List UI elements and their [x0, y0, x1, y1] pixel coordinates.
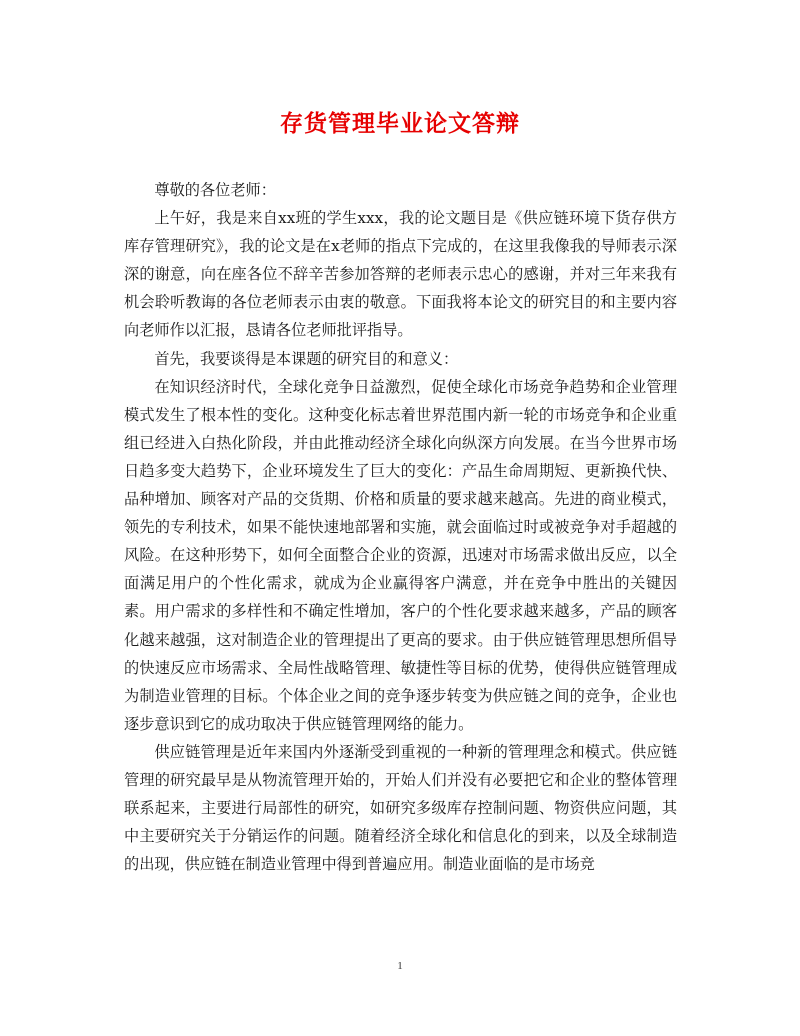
research-purpose-heading-paragraph: 首先，我要谈得是本课题的研究目的和意义： — [154, 349, 459, 368]
document-body — [124, 176, 677, 878]
supply-chain-management-paragraph: 供应链管理是近年来国内外逐渐受到重视的一种新的管理理念和模式。供应链管理的研究最早是从物流管理开始的，开始人们并没有必要把它和企业的整体管理联系起来，主要进行局部性的研究，如研究多级库存控制问题、物资供应问题，其中主要研究关于分销运作的问题。随着经济全球化和信息化的到来，以及全球制造的出现，供应链在制造业管理中得到普遍应用。制造业面临的是市场竞 — [124, 742, 677, 874]
knowledge-economy-paragraph: 在知识经济时代，全球化竞争日益激烈，促使全球化市场竞争趋势和企业管理模式发生了根本性的变化。这种变化标志着世界范围内新一轮的市场竞争和企业重组已经进入白热化阶段，并由此推动经济全球化向纵深方向发展。在当今世界市场日趋多变大趋势下，企业环境发生了巨大的变化：产品生命周期短、更新换代快、品种增加、顾客对产品的交货期、价格和质量的要求越来越高。先进的商业模式，领先的专利技术，如果不能快速地部署和实施，就会面临过时或被竞争对手超越的风险。在这种形势下，如何全面整合企业的资源，迅速对市场需求做出反应，以全面满足用户的个性化需求，就成为企业赢得客户满意，并在竞争中胜出的关键因素。用户需求的多样性和不确定性增加，客户的个性化要求越来越多，产品的顾客化越来越强，这对制造企业的管理提出了更高的要求。由于供应链管理思想所倡导的快速反应市场需求、全局性战略管理、敏捷性等目标的优势，使得供应链管理成为制造业管理的目标。个体企业之间的竞争逐步转变为供应链之间的竞争，企业也逐步意识到它的成功取决于供应链管理网络的能力。 — [124, 377, 677, 733]
page-number: 1 — [397, 960, 403, 972]
document-title: 存货管理毕业论文答辩 — [280, 110, 520, 137]
introduction-paragraph: 上午好，我是来自xx班的学生xxx，我的论文题目是《供应链环境下货存供方库存管理研究》，我的论文是在x老师的指点下完成的，在这里我像我的导师表示深深的谢意，向在座各位不辞辛苦参加答辩的老师表示忠心的感谢，并对三年来我有机会聆听教诲的各位老师表示由衷的敬意。下面我将本论文的研究目的和主要内容向老师作以汇报，恳请各位老师批评指导。 — [124, 209, 677, 340]
salutation-paragraph: 尊敬的各位老师： — [154, 181, 276, 199]
